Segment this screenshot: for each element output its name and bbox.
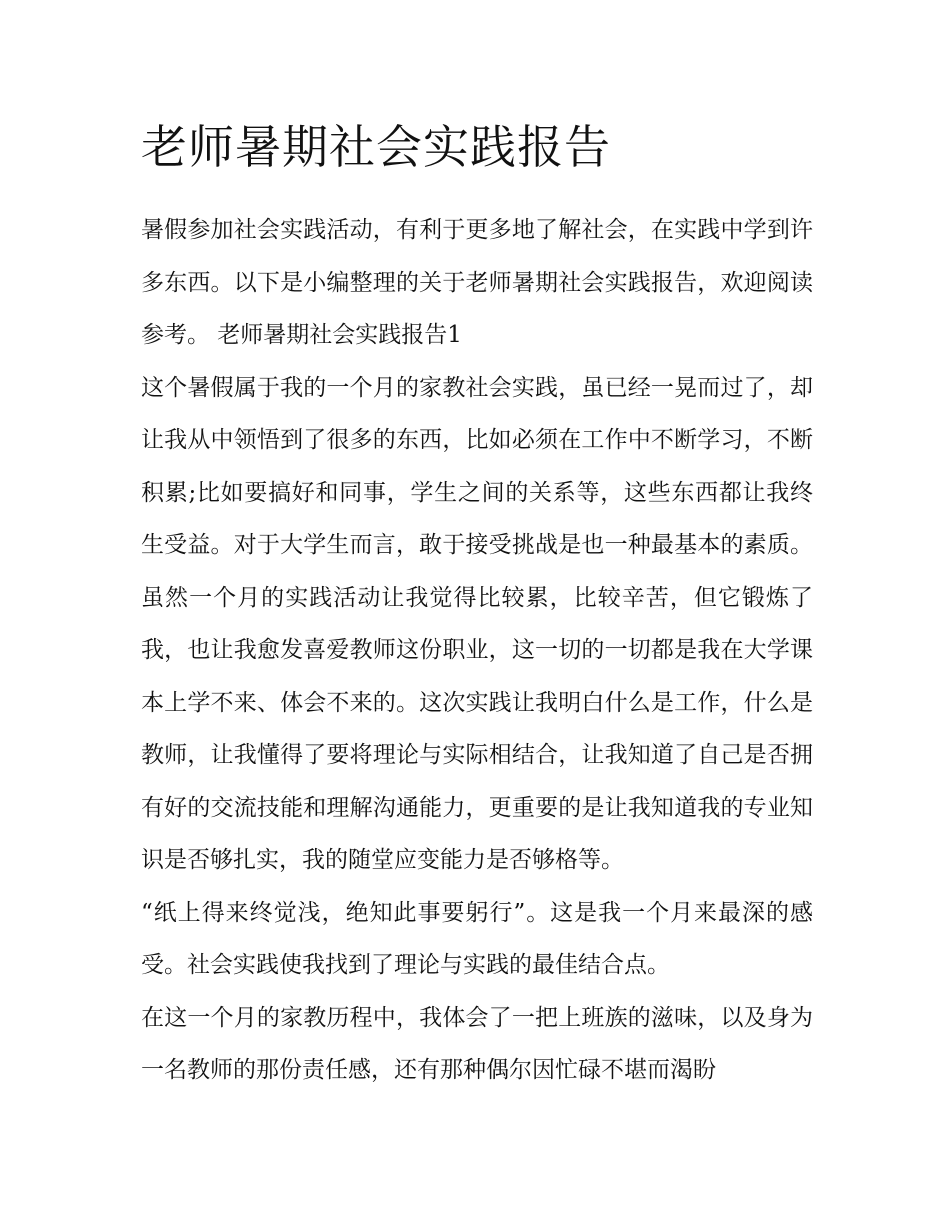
paragraph-body-1: 这个暑假属于我的一个月的家教社会实践，虽已经一晃而过了，却让我从中领悟到了很多的东西，比如必须在工作中不断学习，不断积累;比如要搞好和同事，学生之间的关系等，这些东西都让我终生受益。对于大学生而言，敢于接受挑战是也一种最基本的素质。虽然一个月的实践活动让我觉得比较累，比较辛苦，但它锻炼了我，也让我愈发喜爱教师这份职业，这一切的一切都是我在大学课本上学不来、体会不来的。这次实践让我明白什么是工作，什么是教师，让我懂得了要将理论与实际相结合，让我知道了自己是否拥有好的交流技能和理解沟通能力，更重要的是让我知道我的专业知识是否够扎实，我的随堂应变能力是否够格等。 [141,374,813,873]
paragraph-body-2: “纸上得来终觉浅，绝知此事要躬行”。这是我一个月来最深的感受。社会实践使我找到了理论与实践的最佳结合点。 [141,899,813,978]
paragraph-intro: 暑假参加社会实践活动，有利于更多地了解社会，在实践中学到许多东西。以下是小编整理的关于老师暑期社会实践报告，欢迎阅读参考。 老师暑期社会实践报告1 [141,217,813,348]
paragraph-body-3: 在这一个月的家教历程中，我体会了一把上班族的滋味，以及身为一名教师的那份责任感，还有那种偶尔因忙碌不堪而渴盼 [141,1004,813,1083]
document-page [141,112,813,1097]
document-title: 老师暑期社会实践报告 [141,120,611,174]
